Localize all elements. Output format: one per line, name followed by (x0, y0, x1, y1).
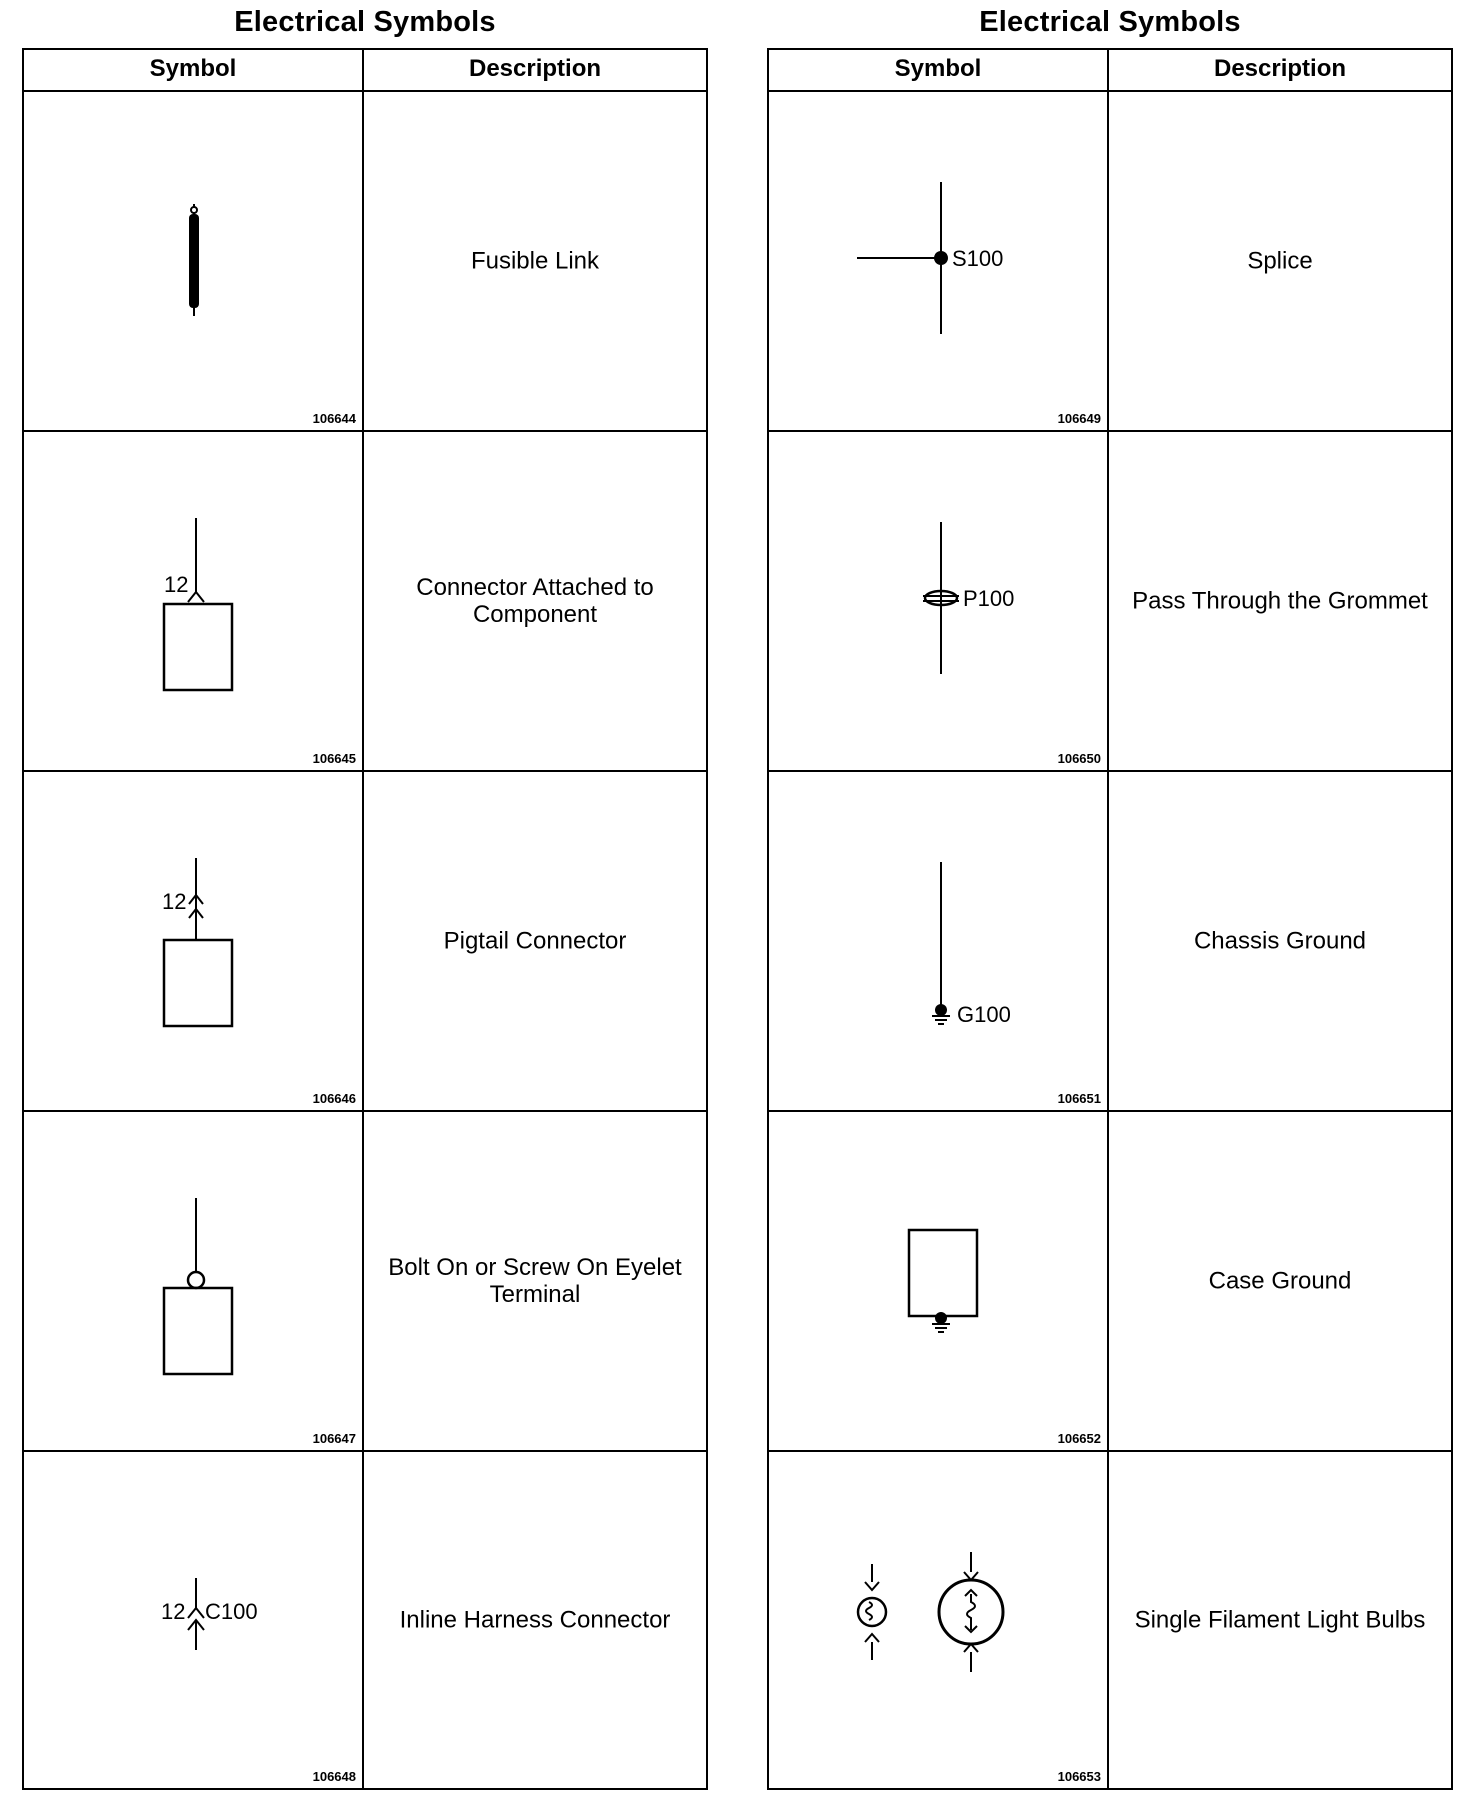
case-ground-icon (769, 1112, 1107, 1450)
table-row (24, 772, 706, 1112)
panel-title: Electrical Symbols (234, 6, 496, 38)
description-cell (364, 1452, 706, 1788)
chassis-ground-icon (769, 772, 1107, 1110)
connector-attached-icon (24, 432, 362, 770)
table-row (769, 1112, 1451, 1452)
ground-label: G100 (957, 1002, 1011, 1027)
table-row (769, 92, 1451, 432)
grommet-label: P100 (963, 586, 1015, 611)
table-header (769, 50, 1451, 92)
light-bulbs-icon (769, 1452, 1107, 1790)
symbol-cell (769, 92, 1109, 430)
header-symbol: Symbol (769, 50, 1109, 90)
splice-label: S100 (952, 246, 1004, 271)
figure-number: 106647 (312, 1431, 356, 1446)
eyelet-terminal-icon (24, 1112, 362, 1450)
symbol-cell (769, 772, 1109, 1110)
symbols-table (767, 48, 1453, 1790)
symbols-table (22, 48, 708, 1790)
symbol-cell (769, 1452, 1109, 1788)
symbol-cell (24, 1112, 364, 1450)
symbol-cell (24, 772, 364, 1110)
panel-title: Electrical Symbols (979, 6, 1241, 38)
figure-number: 106644 (312, 411, 356, 426)
description-cell (1109, 432, 1451, 770)
table-row (769, 772, 1451, 1112)
figure-number: 106649 (1057, 411, 1101, 426)
figure-number: 106653 (1057, 1769, 1101, 1784)
description-cell (1109, 1112, 1451, 1450)
header-description: Description (468, 55, 602, 82)
symbol-cell (24, 432, 364, 770)
description-cell (1109, 92, 1451, 430)
description-cell (364, 92, 706, 430)
description-text: Inline Harness Connector (399, 1606, 671, 1634)
figure-number: 106645 (312, 751, 356, 766)
description-text: Bolt On or Screw On Eyelet Terminal (388, 1254, 682, 1308)
table-header (24, 50, 706, 92)
description-text: Splice (1247, 247, 1313, 275)
pigtail-connector-icon (24, 772, 362, 1110)
description-text: Chassis Ground (1193, 927, 1367, 955)
symbol-cell (24, 92, 364, 430)
description-text: Fusible Link (470, 247, 600, 275)
header-symbol: Symbol (24, 50, 364, 90)
description-text: Case Ground (1208, 1267, 1352, 1295)
connector-id-label: C100 (205, 1599, 258, 1624)
figure-number: 106650 (1057, 751, 1101, 766)
description-cell (1109, 772, 1451, 1110)
table-row (24, 1112, 706, 1452)
inline-connector-icon (24, 1452, 362, 1790)
description-cell (364, 772, 706, 1110)
wire-number-label: 12 (162, 889, 187, 914)
description-cell (1109, 1452, 1451, 1788)
table-row (24, 432, 706, 772)
fusible-link-icon (24, 92, 362, 430)
symbol-cell (769, 432, 1109, 770)
description-cell (364, 1112, 706, 1450)
splice-icon (769, 92, 1107, 430)
table-row (769, 432, 1451, 772)
wire-number-label: 12 (164, 572, 189, 597)
figure-number: 106652 (1057, 1431, 1101, 1446)
description-cell (364, 432, 706, 770)
grommet-icon (769, 432, 1107, 770)
table-row (769, 1452, 1451, 1788)
symbol-cell (769, 1112, 1109, 1450)
symbol-cell (24, 1452, 364, 1788)
figure-number: 106648 (312, 1769, 356, 1784)
description-text: Single Filament Light Bulbs (1134, 1606, 1426, 1634)
wire-number-label: 12 (161, 1599, 186, 1624)
table-row (24, 1452, 706, 1788)
description-text: Connector Attached to Component (416, 574, 654, 628)
description-text: Pigtail Connector (443, 927, 627, 955)
description-text: Pass Through the Grommet (1132, 587, 1428, 615)
figure-number: 106646 (312, 1091, 356, 1106)
figure-number: 106651 (1057, 1091, 1101, 1106)
table-row (24, 92, 706, 432)
header-description: Description (1213, 55, 1347, 82)
